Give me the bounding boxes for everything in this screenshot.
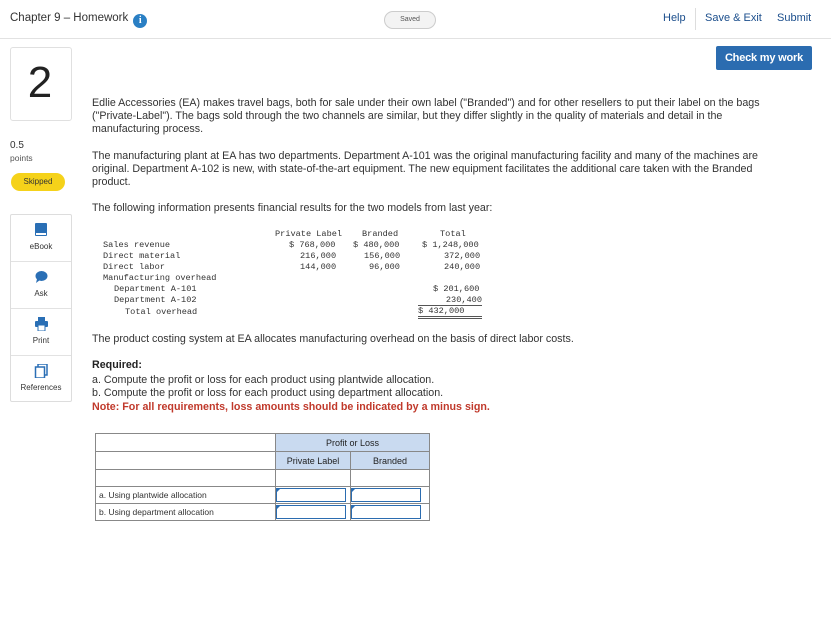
chapter-title: Chapter 9 – Homework i — [10, 12, 147, 28]
row-label-department: b. Using department allocation — [96, 504, 276, 521]
requirement-a: a. Compute the profit or loss for each product using plantwide allocation. — [92, 374, 435, 386]
help-link[interactable]: Help — [663, 12, 686, 24]
sidebar-item-ask[interactable]: Ask — [11, 262, 71, 309]
problem-paragraph-3: The following information presents financial results for the two models from last year: — [92, 202, 493, 214]
value: $ 201,600 — [433, 284, 480, 294]
header-blank — [96, 434, 276, 452]
problem-paragraph-2: The manufacturing plant at EA has two departments. Department A-101 was the original manufacturing facility and many of the machines are original. Department A-102 is new, with state-of-the-art equipment. The new equipment facilitates the additional care taken with the Branded product. — [92, 150, 758, 188]
branded-plantwide-cell — [351, 487, 430, 504]
branded-plantwide-input[interactable] — [351, 488, 421, 502]
flag-icon — [352, 505, 356, 509]
points-label: points — [10, 153, 33, 163]
value: $ 432,000 — [418, 306, 482, 319]
sidebar-item-references[interactable]: References — [11, 356, 71, 402]
col-header-branded: Branded — [362, 229, 399, 239]
value: $ 768,000 — [289, 240, 336, 250]
private-department-input[interactable] — [276, 505, 346, 519]
col-header-total: Total — [440, 229, 466, 239]
row-label: Department A-102 — [114, 295, 197, 305]
points-value: 0.5 — [10, 140, 24, 151]
branded-department-cell — [351, 504, 430, 521]
tools-sidebar — [10, 214, 72, 402]
spacer — [351, 470, 430, 487]
spacer — [276, 470, 351, 487]
row-label-plantwide: a. Using plantwide allocation — [96, 487, 276, 504]
private-label-header: Private Label — [276, 452, 351, 470]
required-heading: Required: — [92, 359, 142, 371]
header-blank — [96, 452, 276, 470]
problem-paragraph-4: The product costing system at EA allocates manufacturing overhead on the basis of direct labor costs. — [92, 333, 574, 345]
spacer — [96, 470, 276, 487]
top-bar — [0, 0, 831, 39]
value: 230,400 — [418, 295, 482, 306]
value: 216,000 — [300, 251, 337, 261]
flag-icon — [352, 488, 356, 492]
row-label: Direct material — [103, 251, 181, 261]
profit-or-loss-header: Profit or Loss — [276, 434, 430, 452]
answer-table — [95, 433, 430, 521]
table-row — [96, 487, 430, 504]
value: $ 1,248,000 — [422, 240, 479, 250]
value: 240,000 — [444, 262, 481, 272]
value: 96,000 — [369, 262, 400, 272]
row-label: Manufacturing overhead — [103, 273, 217, 283]
row-label: Direct labor — [103, 262, 165, 272]
table-row — [96, 504, 430, 521]
chat-bubble-icon — [34, 270, 49, 284]
private-plantwide-input[interactable] — [276, 488, 346, 502]
row-label: Sales revenue — [103, 240, 171, 250]
value: 372,000 — [444, 251, 481, 261]
row-label: Department A-101 — [114, 284, 197, 294]
value: 156,000 — [364, 251, 401, 261]
row-label: Total overhead — [125, 307, 198, 317]
requirement-note: Note: For all requirements, loss amounts should be indicated by a minus sign. — [92, 401, 490, 413]
branded-department-input[interactable] — [351, 505, 421, 519]
flag-icon — [277, 488, 281, 492]
problem-paragraph-1: Edlie Accessories (EA) makes travel bags, both for sale under their own label ("Branded") and for other resellers to put their label on the bags ("Private-Label"). The bags sold through the two channels are similar, but they differ slightly in the quality of materials and detail in the manufacturing process. — [92, 97, 760, 135]
sidebar-item-print[interactable]: Print — [11, 309, 71, 356]
info-icon[interactable]: i — [133, 14, 147, 28]
value: $ 480,000 — [353, 240, 400, 250]
value: 144,000 — [300, 262, 337, 272]
requirement-b: b. Compute the profit or loss for each product using department allocation. — [92, 387, 444, 399]
book-icon — [34, 223, 49, 237]
private-department-cell — [276, 504, 351, 521]
check-my-work-button[interactable]: Check my work — [716, 46, 812, 70]
col-header-private: Private Label — [275, 229, 343, 239]
question-number: 2 — [27, 58, 53, 107]
sidebar-item-ebook[interactable]: eBook — [11, 215, 71, 262]
printer-icon — [34, 317, 49, 331]
saved-indicator: Saved — [384, 11, 436, 29]
divider — [695, 8, 696, 30]
status-badge: Skipped — [11, 173, 65, 191]
submit-link[interactable]: Submit — [777, 12, 812, 24]
flag-icon — [277, 505, 281, 509]
private-plantwide-cell — [276, 487, 351, 504]
references-icon — [34, 364, 49, 378]
save-exit-link[interactable]: Save & Exit — [705, 12, 762, 24]
branded-header: Branded — [351, 452, 430, 470]
